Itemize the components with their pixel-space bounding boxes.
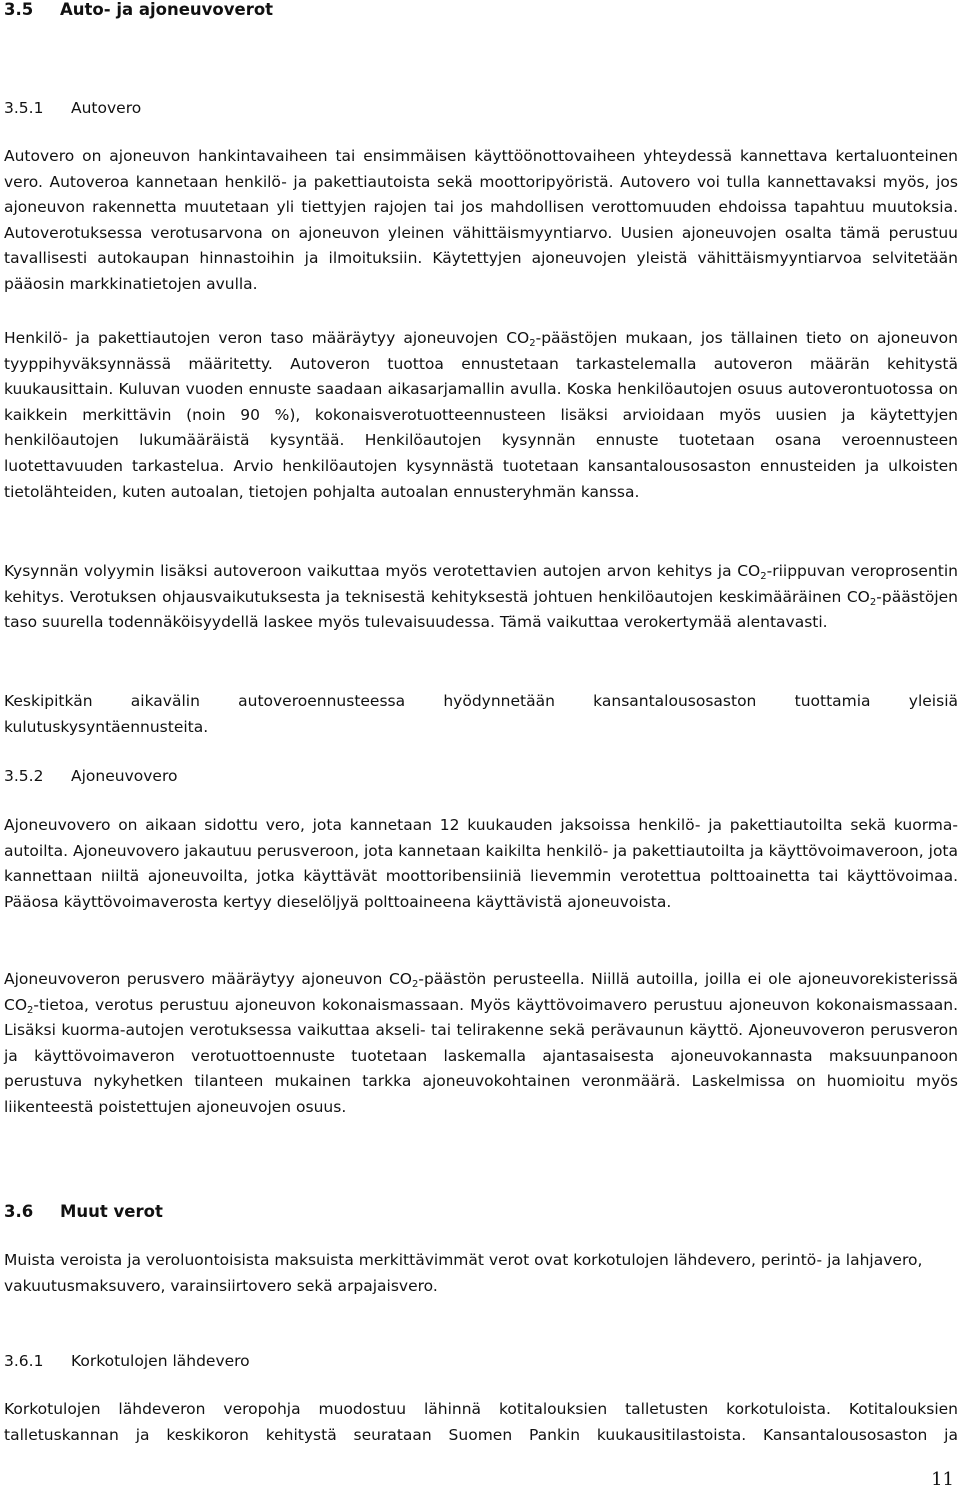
paragraph-text: Kysynnän volyymin lisäksi autoveroon vaikuttaa myös verotettavien autojen arvon kehitys ja CO [4, 562, 761, 580]
paragraph-autovero-medium-term: Keskipitkän aikavälin autoveroennusteessa hyödynnetään kansantalousosaston tuottamia yleisiä kulutuskysyntäennusteita. [4, 692, 958, 736]
section-number: 3.6 [4, 1202, 34, 1221]
section-title: Korkotulojen lähdevero [71, 1352, 250, 1370]
subscript: 2 [869, 596, 877, 608]
page-number: 11 [931, 1469, 954, 1490]
subscript: 2 [760, 571, 767, 582]
section-number: 3.5.1 [4, 99, 44, 117]
paragraph-autovero-intro: Autovero on ajoneuvon hankintavaiheen tai ensimmäisen käyttöönottovaiheen yhteydessä kannettava kertaluonteinen vero. Autoveroa kannetaan henkilö- ja pakettiautoista sekä moottoripyöristä. Autovero voi tulla kannettavaksi myös, jos ajoneuvon rakennetta muutetaan yli tiettyjen rajojen tai jos mahdollisen verottomuuden ehdoissa tapahtuu muutoksia. Autoverotuksessa verotusarvona on ajoneuvon yleinen vähittäismyyntiarvo. Uusien ajoneuvojen osalta tämä perustuu tavallisesti autokaupan hinnastoihin ja ilmoituksiin. Käytettyjen ajoneuvojen yleistä vähittäismyyntiarvoa selvitetään pääosin markkinatietojen avulla. [4, 147, 958, 293]
section-title: Autovero [71, 99, 142, 117]
paragraph-autovero-co2 [4, 326, 958, 505]
paragraph-ajoneuvovero-intro: Ajoneuvovero on aikaan sidottu vero, jota kannetaan 12 kuukauden jaksoissa henkilö- ja pakettiautoilta sekä kuorma-autoilta. Ajoneuvovero jakautuu perusveroon, jota kannetaan kaikilta henkilö- ja pakettiautoilta ja käyttövoimaveroon, jota kannettaan niiltä ajoneuvoilta, jotka käyttävät moottoribensiiniä lievemmin verotettua polttoainetta tai käyttövoimaa. Pääosa käyttövoimaverosta kertyy dieselöljyä polttoaineena käyttävistä ajoneuvoista. [4, 816, 958, 911]
section-title: Muut verot [60, 1202, 163, 1221]
paragraph-korkotulojen-lahdevero: Korkotulojen lähdeveron veropohja muodostuu lähinnä kotitalouksien talletusten korkotuloista. Kotitalouksien talletuskannan ja keskikoron kehitystä seurataan Suomen Pankin kuukausitilastoista. Kansantalousosaston ja [4, 1400, 958, 1444]
section-number: 3.5.2 [4, 767, 44, 785]
section-number: 3.6.1 [4, 1352, 44, 1370]
paragraph-text: -riippuvan veroprosentin kehitys. Verotuksen ohjausvaikutuksesta ja teknisestä kehityksestä johtuen henkilöautojen keskimääräinen CO [4, 562, 958, 606]
paragraph-text: Henkilö- ja pakettiautojen veron taso määräytyy ajoneuvojen CO [4, 329, 530, 347]
paragraph-ajoneuvovero-basis [4, 967, 958, 1121]
paragraph-text: -päästön perusteella. Niillä autoilla, joilla ei ole ajoneuvorekisterissä CO [4, 970, 958, 1014]
paragraph-text: -päästöjen taso suurella todennäköisyydellä laskee myös tulevaisuudessa. Tämä vaikuttaa verokertymää alentavasti. [4, 587, 958, 632]
subscript: 2 [27, 1004, 34, 1016]
paragraph-autovero-demand [4, 559, 958, 636]
paragraph-text: Ajoneuvoveron perusvero määräytyy ajoneuvon CO [4, 970, 412, 988]
paragraph-text: -tietoa, verotus perustuu ajoneuvon kokonaismassaan. Myös käyttövoimavero perustuu ajoneuvon kokonaismassaan. Lisäksi kuorma-autojen verotuksessa vaikuttaa akseli- tai telirakenne sekä perävaunun käyttö. Ajoneuvoveron perusveron ja käyttövoimaveron verotuottoennuste tuotetaan laskemalla ajantasaisesta ajoneuvokannasta maksuunpanoon perustuva nykyhetken tilanteen mukainen tarkka ajoneuvokohtainen veronmäärä. Laskelmissa on huomioitu myös liikenteestä poistettujen ajoneuvojen osuus. [4, 995, 958, 1116]
section-title: Auto- ja ajoneuvoverot [60, 0, 274, 19]
section-heading-3-5 [4, 0, 273, 20]
section-heading-3-6-1 [4, 1351, 250, 1371]
section-number: 3.5 [4, 0, 34, 19]
section-heading-3-5-1 [4, 98, 141, 118]
paragraph-muut-verot: Muista veroista ja veroluontoisista maksuista merkittävimmät verot ovat korkotulojen lähdevero, perintö- ja lahjavero, vakuutusmaksuvero, varainsiirtovero sekä arpajaisvero. [4, 1251, 923, 1295]
subscript: 2 [529, 338, 536, 349]
section-heading-3-6 [4, 1202, 163, 1222]
subscript: 2 [411, 979, 419, 990]
paragraph-text: -päästöjen mukaan, jos tällainen tieto on ajoneuvon tyyppihyväksynnässä määritetty. Autoveron tuottoa ennustetaan tarkastelemalla autoveron määrän kehitystä kuukausittain. Kuluvan vuoden ennuste saadaan aikasarjamallin avulla. Koska henkilöautojen osuus autoverontuotossa on kaikkein merkittävin (noin 90 %), kokonaisverotuotteennusteen lisäksi arvioidaan myös uusien ja käytettyjen henkilöautojen lukumääräistä kysyntää. Henkilöautojen kysynnän ennuste tuotetaan osana veroennusteen luotettavuuden tarkastelua. Arvio henkilöautojen kysynnästä tuotetaan kansantalousosaston ennusteiden ja ulkoisten tietolähteiden, kuten autoalan, tietojen pohjalta autoalan ennusteryhmän kanssa. [4, 329, 958, 501]
section-heading-3-5-2 [4, 766, 177, 786]
section-title: Ajoneuvovero [71, 767, 178, 785]
